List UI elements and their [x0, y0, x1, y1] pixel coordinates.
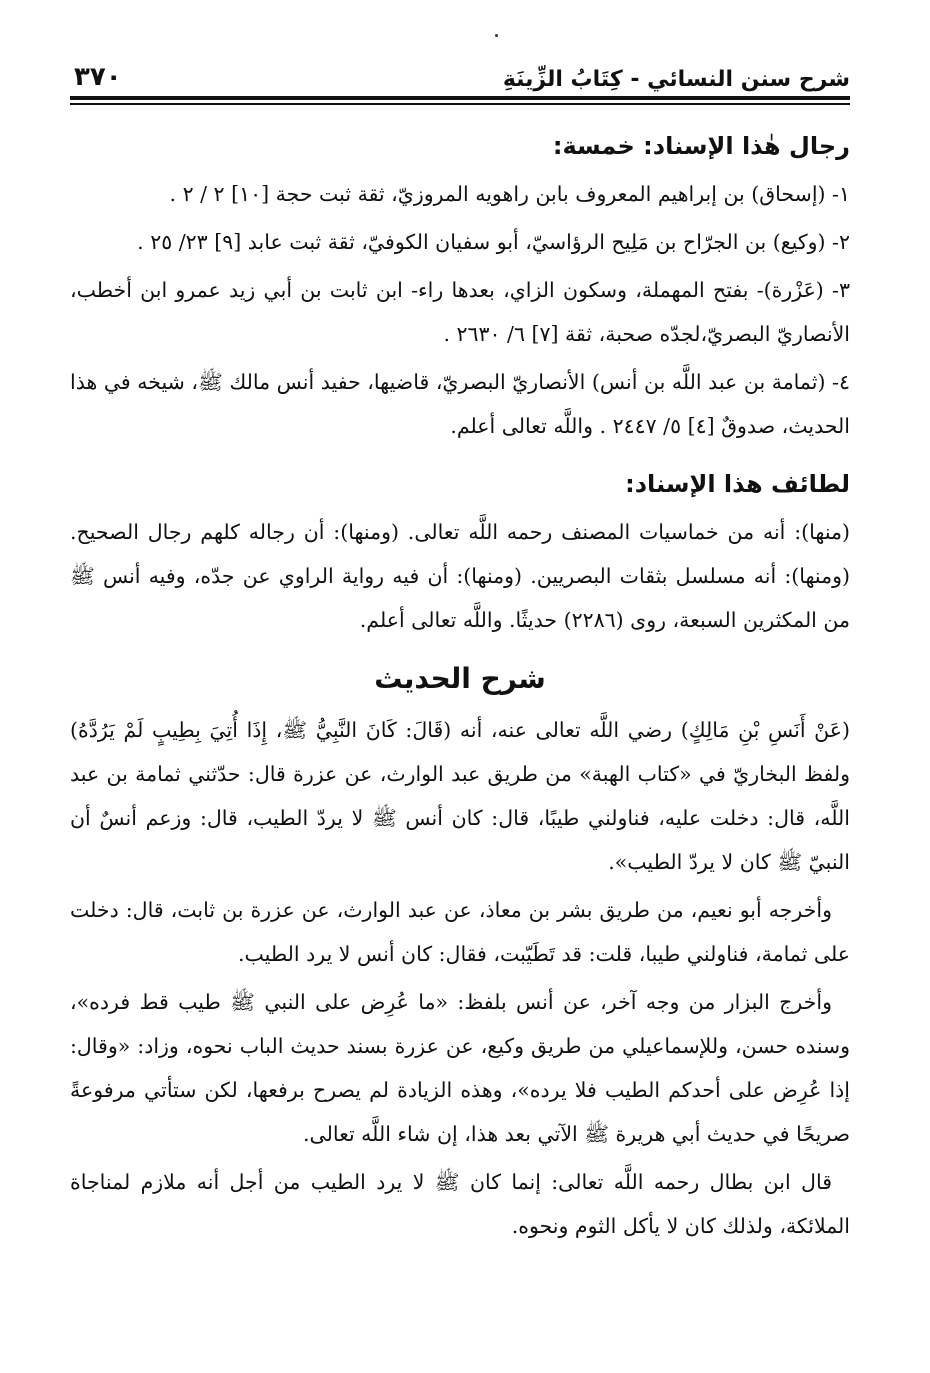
sharh-paragraph-1: (عَنْ أَنَسِ بْنِ مَالِكٍ) رضي اللَّه تعالى عنه، أنه (قَالَ: كَانَ النَّبِيُّ ﷺ، إِذَا أُتِيَ بِطِيبٍ لَمْ يَرُدَّهُ) ولفظ البخاريّ في «كتاب الهبة» من طريق عبد الوارث، عن عزرة قال: حدّثني ثمامة بن عبد اللَّه، قال: دخلت عليه، فناولني طيبًا، قال: كان أنس ﷺ لا يردّ الطيب، قال: وزعم أنسٌ أن النبيّ ﷺ كان لا يردّ الطيب». — [70, 718, 850, 874]
narrator-entry-1: ١- (إسحاق) بن إبراهيم المعروف بابن راهويه المروزيّ، ثقة ثبت حجة [١٠] ٢ / ٢ . — [169, 182, 850, 206]
lataif-heading: لطائف هذا الإسناد: — [625, 470, 850, 498]
running-title: شرح سنن النسائي - كِتَابُ الزِّينَةِ — [502, 67, 850, 92]
header-rule — [70, 96, 850, 110]
sharh-paragraph-2: وأخرجه أبو نعيم، من طريق بشر بن معاذ، عن عبد الوارث، عن عزرة بن ثابت، قال: دخلت على ثمامة، فناولني طيبا، قلت: قد تَطَيّبت، فقال: كان أنس لا يرد الطيب. — [70, 898, 850, 966]
scan-dot — [495, 34, 498, 37]
book-page — [70, 40, 850, 1252]
header-rule-thick — [70, 96, 850, 100]
running-header — [70, 40, 850, 92]
header-rule-thin — [70, 103, 850, 105]
page-number: ٣٧٠ — [74, 62, 122, 92]
narrator-entry-2: ٢- (وكيع) بن الجرّاح بن مَلِيح الرؤاسيّ، أبو سفيان الكوفيّ، ثقة ثبت عابد [٩] ٢٣/ ٢٥ . — [137, 230, 850, 254]
sharh-paragraph-3: وأخرج البزار من وجه آخر، عن أنس بلفظ: «ما عُرِض على النبي ﷺ طيب قط فرده»، وسنده حسن، وللإسماعيلي من طريق وكيع، عن عزرة بسند حديث الباب نحوه، وزاد: «وقال: إذا عُرِض على أحدكم الطيب فلا يرده»، وهذه الزيادة لم يصرح برفعها، لكن ستأتي مرفوعةً صريحًا في حديث أبي هريرة ﷺ الآتي بعد هذا، إن شاء اللَّه تعالى. — [70, 990, 850, 1146]
narrator-entry-4: ٤- (ثمامة بن عبد اللَّه بن أنس) الأنصاريّ البصريّ، قاضيها، حفيد أنس مالك ﷺ، شيخه في هذا الحديث، صدوقٌ [٤] ٥/ ٢٤٤٧ . واللَّه تعالى أعلم. — [70, 370, 850, 438]
sharh-paragraph-4: قال ابن بطال رحمه اللَّه تعالى: إنما كان ﷺ لا يرد الطيب من أجل أنه ملازم لمناجاة الملائكة، ولذلك كان لا يأكل الثوم ونحوه. — [70, 1170, 850, 1238]
narrator-entry-3: ٣- (عَزْرة)- بفتح المهملة، وسكون الزاي، بعدها راء- ابن ثابت بن أبي زيد عمرو ابن أخطب، الأنصاريّ البصريّ،لجدّه صحبة، ثقة [٧] ٦/ ٢٦٣٠ . — [70, 278, 850, 346]
lataif-paragraph: (منها): أنه من خماسيات المصنف رحمه اللَّه تعالى. (ومنها): أن رجاله كلهم رجال الصحيح. (ومنها): أنه مسلسل بثقات البصريين. (ومنها): أن فيه رواية الراوي عن جدّه، وفيه أنس ﷺ من المكثرين السبعة، روى (٢٢٨٦) حديثًا. واللَّه تعالى أعلم. — [70, 520, 850, 632]
rijal-heading: رجال هٰذا الإسناد: خمسة: — [552, 132, 850, 160]
sharh-heading: شرح الحديث — [374, 662, 546, 695]
